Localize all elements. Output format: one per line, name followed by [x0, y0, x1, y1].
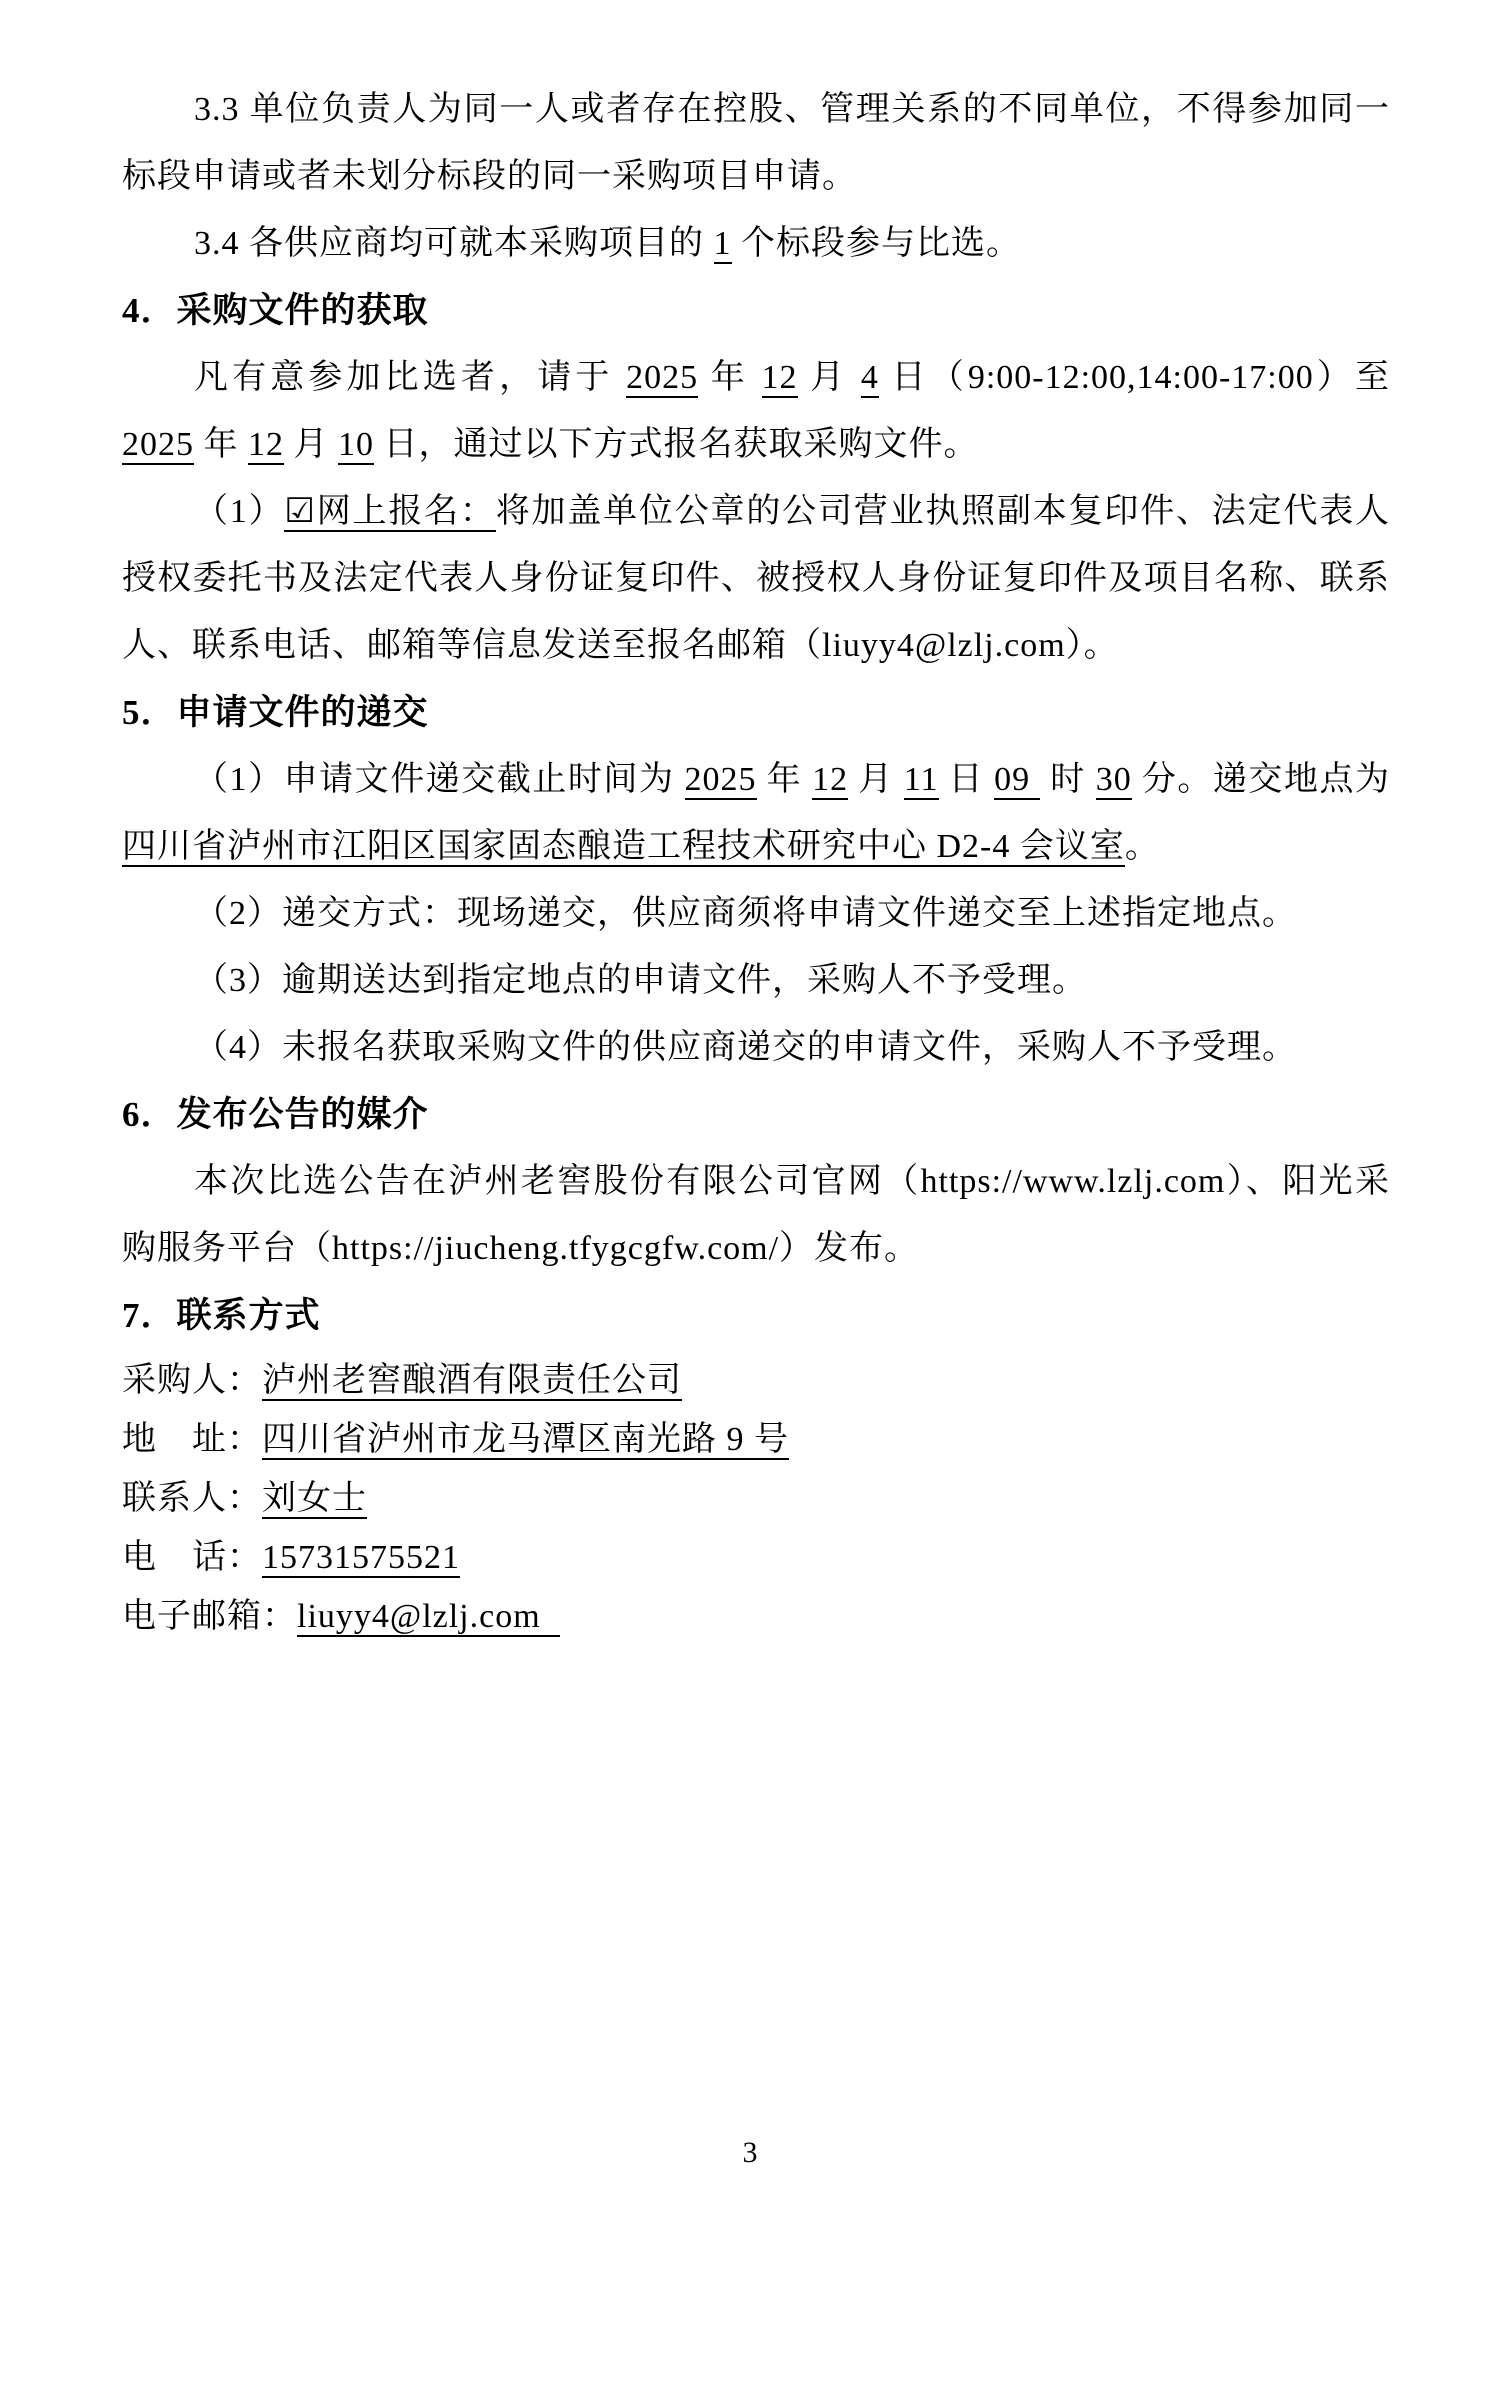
section-5-heading: 5．申请文件的递交 [122, 693, 429, 732]
text-run: 联系人： [122, 1480, 262, 1517]
text-run: 3.3 单位负责人为同一人或者存在控股、管理关系的不同单位，不得参加同一标段申请或者未划分标段的同一采购项目申请。 [122, 91, 1390, 195]
text-run: 时 [1040, 761, 1096, 798]
text-run: 年 [194, 426, 248, 463]
underlined-value: 网上报名： [315, 493, 496, 530]
text-run: 年 [698, 359, 762, 396]
underlined-value: 10 [338, 426, 374, 463]
text-run: 个标段参与比选。 [731, 225, 1021, 262]
section-6-heading: 6．发布公告的媒介 [122, 1095, 429, 1134]
contact-address-line [122, 1410, 1390, 1469]
text-run: 月 [284, 426, 338, 463]
text-run: 。 [1124, 828, 1160, 865]
underlined-value: 四川省泸州市江阳区国家固态酿造工程技术研究中心 D2-4 会议室 [122, 828, 1125, 865]
underlined-value: 2025 [626, 359, 699, 396]
text-run: 分。递交地点为 [1131, 761, 1391, 798]
text-run: （1）申请文件递交截止时间为 [194, 761, 685, 798]
text-run: （3）逾期送达到指定地点的申请文件，采购人不予受理。 [194, 962, 1087, 999]
text-run: （1） [194, 493, 285, 530]
paragraph-4-intro [122, 344, 1390, 478]
text-run: （4）未报名获取采购文件的供应商递交的申请文件，采购人不予受理。 [194, 1029, 1297, 1066]
text-run: 电 话： [122, 1539, 262, 1576]
underlined-value: 刘女士 [262, 1480, 367, 1517]
underlined-value: 12 [248, 426, 284, 463]
underlined-value: 1 [713, 225, 732, 262]
text-run: 月 [797, 359, 861, 396]
text-run: 月 [848, 761, 904, 798]
paragraph-5-1-deadline [122, 746, 1390, 880]
paragraph-3-3 [122, 76, 1390, 210]
text-run: 日，通过以下方式报名获取采购文件。 [374, 426, 979, 463]
contact-purchaser-line [122, 1351, 1390, 1410]
paragraph-5-3-late [122, 947, 1390, 1014]
section-4-heading: 4．采购文件的获取 [122, 291, 429, 330]
paragraph-4-1-online-signup [122, 478, 1390, 679]
document-content [122, 76, 1390, 1646]
text-run: 将加盖单位公章的公司营业执照副本复印件、法定代表人授权委托书及法定代表人身份证复印件、被授权人身份证复印件及项目名称、联系人、联系电话、邮箱等信息发送至报名邮箱（liuyy4@lzlj.com）。 [122, 493, 1391, 664]
paragraph-6-intro [122, 1148, 1390, 1282]
text-run: 3.4 各供应商均可就本采购项目的 [194, 225, 714, 262]
text-run: 采购人： [122, 1362, 262, 1399]
text-run: 电子邮箱： [122, 1598, 297, 1635]
checkbox-checked-icon: ☑ [284, 493, 316, 530]
underlined-value: 09 [994, 761, 1041, 798]
paragraph-5-4-unregistered [122, 1014, 1390, 1081]
text-run: 本次比选公告在泸州老窖股份有限公司官网（https://www.lzlj.com）、阳光采购服务平台（https://jiucheng.tfygcgfw.com/）发布。 [122, 1163, 1390, 1267]
contact-email-line [122, 1587, 1390, 1646]
underlined-value: 30 [1095, 761, 1132, 798]
text-run: 日（9:00-12:00,14:00-17:00）至 [878, 359, 1391, 396]
section-7-heading: 7．联系方式 [122, 1296, 321, 1335]
text-run: （2）递交方式：现场递交，供应商须将申请文件递交至上述指定地点。 [194, 895, 1297, 932]
underlined-value: 15731575521 [262, 1539, 460, 1576]
underlined-value: liuyy4@lzlj.com [297, 1598, 560, 1635]
contact-phone-line [122, 1528, 1390, 1587]
underlined-value: 2025 [122, 426, 194, 463]
text-run: 年 [756, 761, 813, 798]
contact-person-line [122, 1469, 1390, 1528]
underlined-value: 四川省泸州市龙马潭区南光路 9 号 [262, 1421, 789, 1458]
contact-info-block [122, 1351, 1390, 1646]
underlined-value: 12 [761, 359, 798, 396]
paragraph-5-2-method [122, 880, 1390, 947]
underlined-value: 2025 [684, 761, 757, 798]
underlined-value: 11 [903, 761, 939, 798]
page-number: 3 [742, 2136, 758, 2169]
underlined-value: 12 [812, 761, 849, 798]
underlined-value: 4 [860, 359, 879, 396]
underlined-value: 泸州老窖酿酒有限责任公司 [262, 1362, 682, 1399]
text-run: 地 址： [122, 1421, 262, 1458]
text-run: 日 [938, 761, 995, 798]
paragraph-3-4 [122, 210, 1390, 277]
text-run: 凡有意参加比选者，请于 [194, 359, 627, 396]
